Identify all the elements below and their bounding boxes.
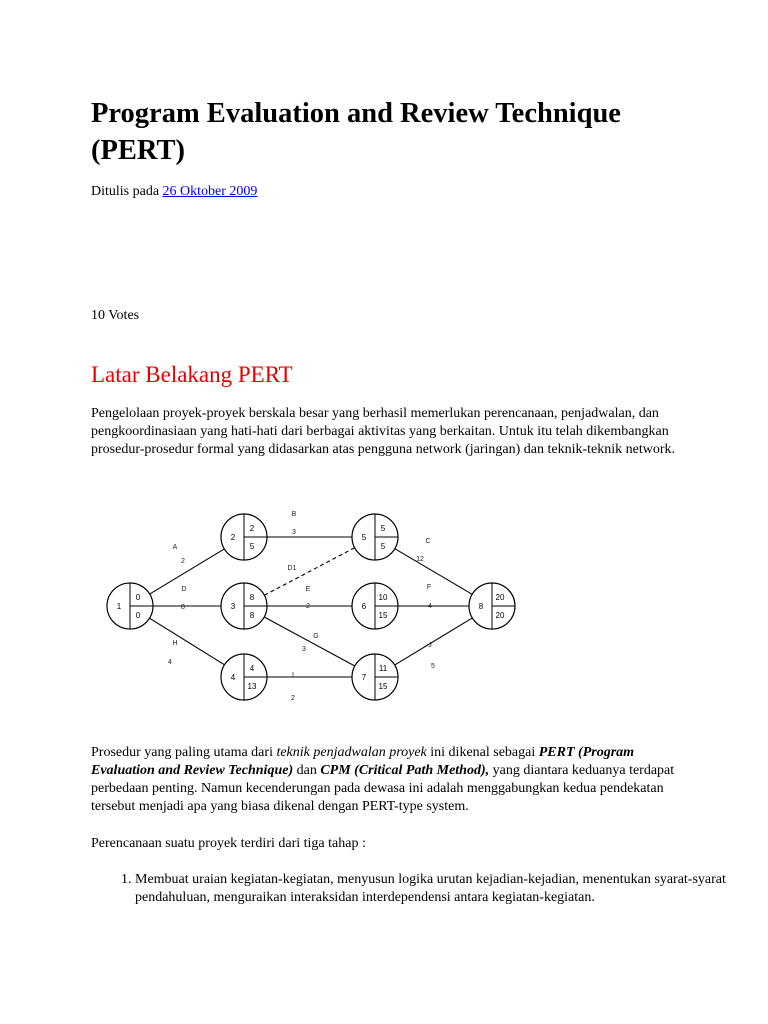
list-item: 1. Membuat uraian kegiatan-kegiatan, menyusun logika urutan kejadian-kejadian, menentukan syarat-syarat pendahuluan, menguraikan interaksidan interdependensi antara kegiatan-kegiatan. bbox=[135, 871, 735, 907]
p2-text-4: yang diantara keduanya terdapat perbedaan penting. Namun kecenderungan pada dewasa ini adalah menggabungkan kedua pendekatan tersebut menjadi apa yang biasa dikenal dengan PERT-type system. bbox=[91, 763, 675, 814]
edge-label-a: A bbox=[172, 544, 178, 551]
node-id: 8 bbox=[478, 602, 484, 611]
edge-label-i: I bbox=[292, 672, 294, 679]
edge-duration-b: 3 bbox=[292, 529, 296, 536]
diagram-edges bbox=[150, 537, 473, 677]
node-latest-time: 20 bbox=[495, 611, 505, 620]
edge-label-h: H bbox=[172, 640, 178, 647]
node-latest-time: 15 bbox=[378, 682, 388, 691]
node-5 bbox=[352, 514, 398, 560]
edge-h bbox=[150, 618, 225, 665]
edge-label-e: E bbox=[305, 586, 311, 593]
page-title: Program Evaluation and Review Technique (PERT) bbox=[91, 98, 621, 166]
node-6 bbox=[352, 583, 398, 629]
node-earliest-time: 20 bbox=[495, 593, 505, 602]
node-earliest-time: 10 bbox=[378, 593, 388, 602]
edge-label-b: B bbox=[291, 511, 297, 518]
p2-text-2: ini dikenal sebagai bbox=[426, 745, 539, 760]
byline-prefix: Ditulis pada bbox=[91, 184, 163, 199]
votes-count: 10 Votes bbox=[91, 308, 140, 323]
edge-j bbox=[395, 618, 473, 665]
node-4 bbox=[221, 654, 267, 700]
node-8 bbox=[469, 583, 515, 629]
edge-duration-c: 12 bbox=[416, 556, 424, 563]
node-id: 6 bbox=[361, 602, 367, 611]
p2-text-3: dan bbox=[293, 763, 321, 778]
node-latest-time: 8 bbox=[249, 611, 255, 620]
node-3 bbox=[221, 583, 267, 629]
edge-g bbox=[264, 617, 355, 666]
paragraph-pert-cpm bbox=[91, 744, 691, 816]
p2-pert-term: PERT (Program Evaluation and Review Technique) bbox=[91, 745, 635, 778]
node-earliest-time: 2 bbox=[249, 524, 255, 533]
edge-label-d1: D1 bbox=[287, 565, 297, 572]
paragraph-stages: Perencanaan suatu proyek terdiri dari tiga tahap : bbox=[91, 836, 366, 851]
edge-label-g: G bbox=[313, 633, 319, 640]
edge-c bbox=[395, 549, 472, 595]
p2-cpm-term: CPM (Critical Path Method), bbox=[320, 763, 490, 778]
byline bbox=[91, 184, 257, 200]
edge-label-j: J bbox=[428, 642, 432, 649]
p2-text-1: Prosedur yang paling utama dari bbox=[91, 745, 277, 760]
node-7 bbox=[352, 654, 398, 700]
node-earliest-time: 11 bbox=[378, 664, 388, 673]
stages-list bbox=[91, 871, 735, 907]
edge-duration-d: 8 bbox=[181, 604, 185, 611]
edge-duration-e: 2 bbox=[306, 603, 310, 610]
node-earliest-time: 8 bbox=[249, 593, 255, 602]
node-earliest-time: 5 bbox=[380, 524, 386, 533]
node-2 bbox=[221, 514, 267, 560]
node-id: 4 bbox=[230, 673, 236, 682]
node-id: 3 bbox=[230, 602, 236, 611]
edge-a bbox=[150, 549, 225, 594]
edge-duration-a: 2 bbox=[181, 558, 185, 565]
node-latest-time: 13 bbox=[247, 682, 257, 691]
pert-network-diagram bbox=[100, 504, 530, 708]
date-link[interactable]: 26 Oktober 2009 bbox=[162, 184, 258, 199]
node-id: 7 bbox=[361, 673, 367, 682]
section-heading: Latar Belakang PERT bbox=[91, 362, 293, 387]
edge-duration-g: 3 bbox=[302, 646, 306, 653]
node-id: 1 bbox=[116, 602, 122, 611]
p2-emphasis: teknik penjadwalan proyek bbox=[276, 745, 427, 760]
diagram-nodes bbox=[107, 514, 515, 700]
node-latest-time: 5 bbox=[249, 542, 255, 551]
node-earliest-time: 4 bbox=[249, 664, 255, 673]
node-1 bbox=[107, 583, 153, 629]
edge-duration-i: 2 bbox=[291, 695, 295, 702]
node-earliest-time: 0 bbox=[135, 593, 141, 602]
node-latest-time: 0 bbox=[135, 611, 141, 620]
node-latest-time: 5 bbox=[380, 542, 386, 551]
node-latest-time: 15 bbox=[378, 611, 388, 620]
edge-duration-h: 4 bbox=[168, 659, 172, 666]
paragraph-intro: Pengelolaan proyek-proyek berskala besar yang berhasil memerlukan perencanaan, penjadwalan, dan pengkoordinasiaan yang hati-hati dari berbagai aktivitas yang berkaitan. Untuk itu telah dikembangkan prosedur-prosedur formal yang didasarkan atas pengguna network (jaringan) dan teknik-teknik network. bbox=[91, 406, 676, 457]
edge-duration-j: 5 bbox=[431, 663, 435, 670]
edge-label-c: C bbox=[425, 538, 431, 545]
edge-label-f: F bbox=[426, 584, 432, 591]
edge-duration-f: 4 bbox=[428, 603, 432, 610]
edge-label-d: D bbox=[181, 586, 187, 593]
node-id: 2 bbox=[230, 533, 236, 542]
node-id: 5 bbox=[361, 533, 367, 542]
